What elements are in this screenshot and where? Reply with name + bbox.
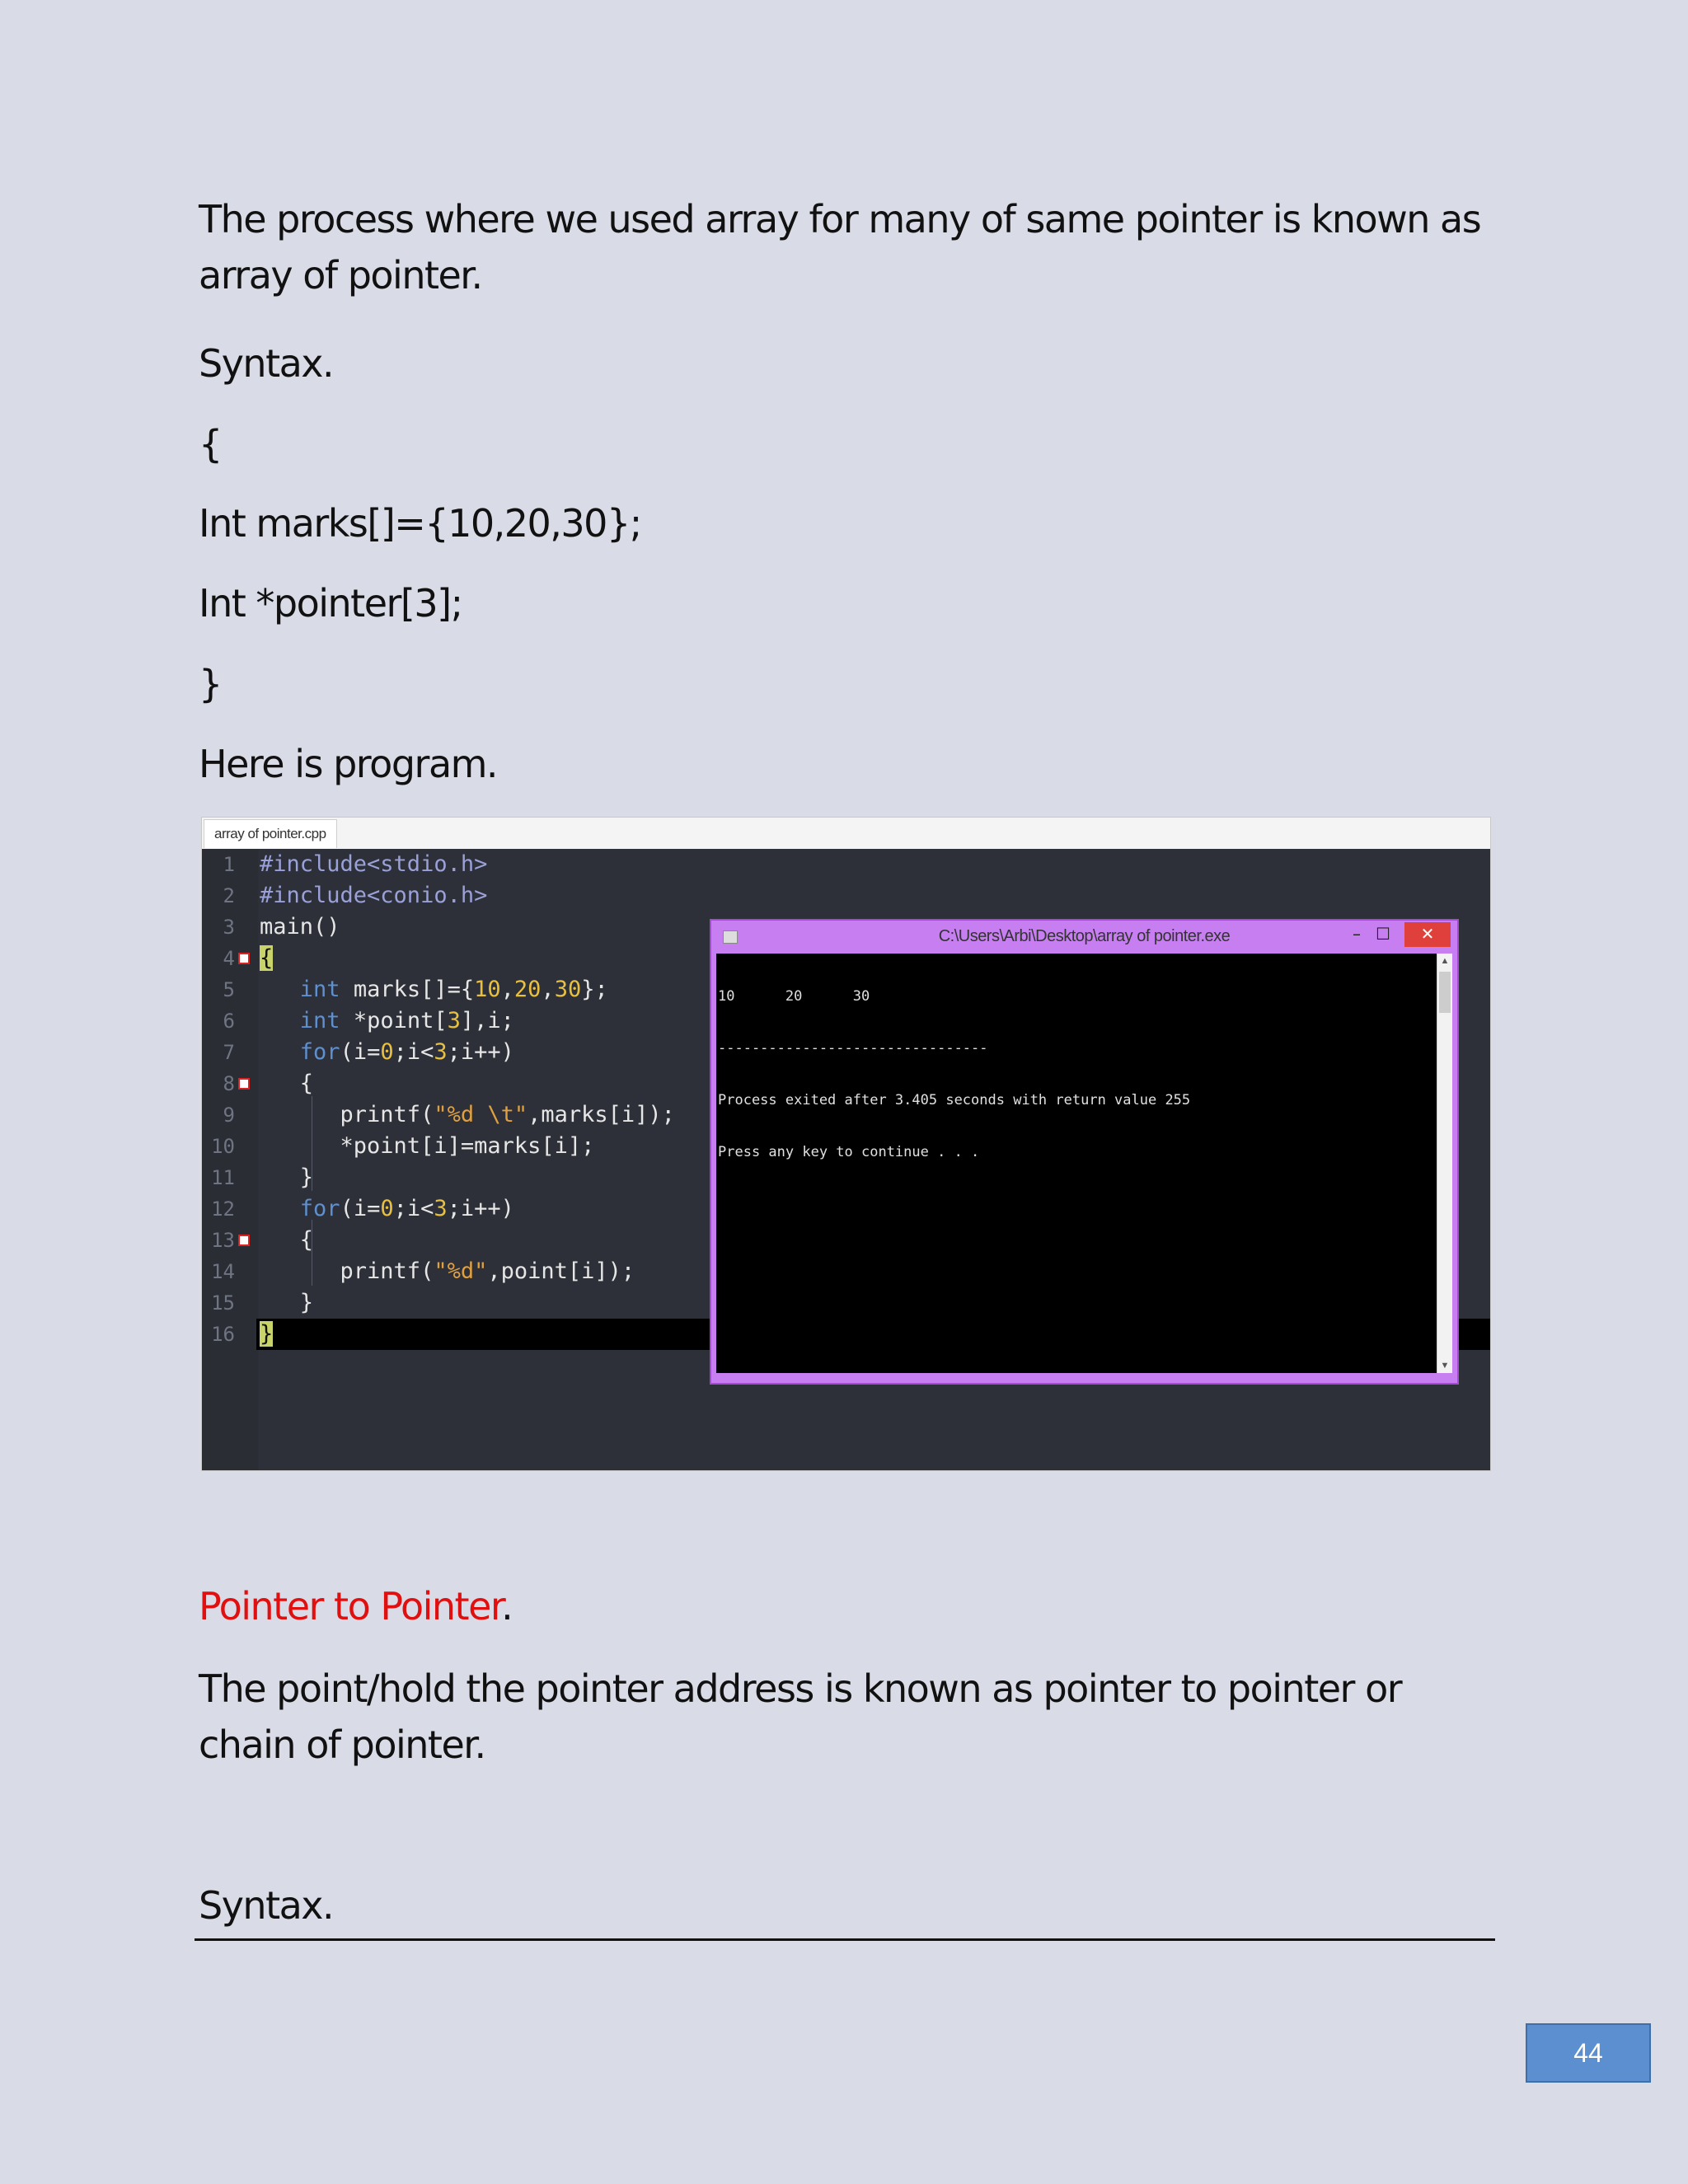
code-line: 16 } [211, 1321, 274, 1347]
code-line: 13 { [211, 1227, 314, 1253]
editor-tab-bar [202, 818, 1490, 850]
scroll-thumb[interactable] [1439, 972, 1451, 1013]
maximize-icon[interactable]: ☐ [1376, 924, 1390, 944]
code-line: 8 { [223, 1071, 314, 1096]
fold-marker-icon[interactable] [238, 953, 250, 964]
console-title-bar[interactable]: C:\Users\Arbi\Desktop\array of pointer.exe [938, 927, 1231, 945]
console-output-line: Press any key to continue . . . [718, 1144, 980, 1160]
fold-marker-icon[interactable] [238, 1235, 250, 1246]
syntax-line-pointer: Int *pointer[3]; [199, 581, 462, 626]
program-caption: Here is program. [199, 742, 498, 786]
section-paragraph-line2: chain of pointer. [199, 1722, 485, 1767]
code-line: 4 { [223, 945, 274, 971]
section-title-suffix: . [501, 1584, 513, 1629]
scroll-down-icon[interactable]: ▼ [1440, 1361, 1450, 1371]
console-scrollbar[interactable] [1437, 954, 1452, 1373]
console-output-line: 10 20 30 [718, 988, 870, 1005]
code-line: 10 *point[i]=marks[i]; [211, 1133, 595, 1159]
intro-paragraph-line2: array of pointer. [199, 253, 482, 298]
section-heading [199, 1578, 1501, 1634]
section-paragraph-line1: The point/hold the pointer address is known as pointer to pointer or [199, 1666, 1402, 1711]
code-line: 12 for(i=0;i<3;i++) [211, 1196, 514, 1221]
syntax-heading-2: Syntax. [199, 1883, 334, 1928]
code-line: 1 #include<stdio.h> [223, 851, 488, 877]
minimize-icon[interactable]: – [1353, 924, 1361, 944]
console-output-line: -------------------------------- [718, 1040, 988, 1057]
code-line: 6 int *point[3],i; [223, 1008, 514, 1033]
code-line: 2 #include<conio.h> [223, 883, 488, 908]
syntax-line-close-brace: } [199, 662, 222, 706]
console-app-icon[interactable] [723, 930, 738, 944]
code-line: 9 printf("%d \t",marks[i]); [223, 1102, 675, 1127]
code-line: 3 main() [223, 914, 340, 940]
code-line: 7 for(i=0;i<3;i++) [223, 1039, 514, 1065]
intro-paragraph-line1: The process where we used array for many of same pointer is known as [199, 197, 1481, 241]
section-title: Pointer to Pointer [199, 1584, 502, 1629]
console-output-line: Process exited after 3.405 seconds with return value 255 [718, 1092, 1191, 1108]
code-line: 5 int marks[]={10,20,30}; [223, 977, 608, 1002]
fold-marker-icon[interactable] [238, 1078, 250, 1090]
code-line: 11 } [211, 1165, 314, 1190]
code-line: 14 printf("%d",point[i]); [211, 1258, 635, 1284]
close-icon[interactable]: ✕ [1404, 922, 1451, 947]
footer-rule [195, 1938, 1495, 1941]
code-line: 15 } [211, 1290, 314, 1315]
editor-tab[interactable]: array of pointer.cpp [204, 819, 337, 848]
scroll-up-icon[interactable]: ▲ [1440, 956, 1450, 966]
syntax-line-marks: Int marks[]={10,20,30}; [199, 501, 641, 546]
syntax-line-open-brace: { [199, 422, 222, 466]
console-window [710, 919, 1459, 1385]
syntax-heading: Syntax. [199, 341, 334, 386]
page-number: 44 [1526, 2023, 1651, 2083]
console-output [716, 954, 1437, 1373]
